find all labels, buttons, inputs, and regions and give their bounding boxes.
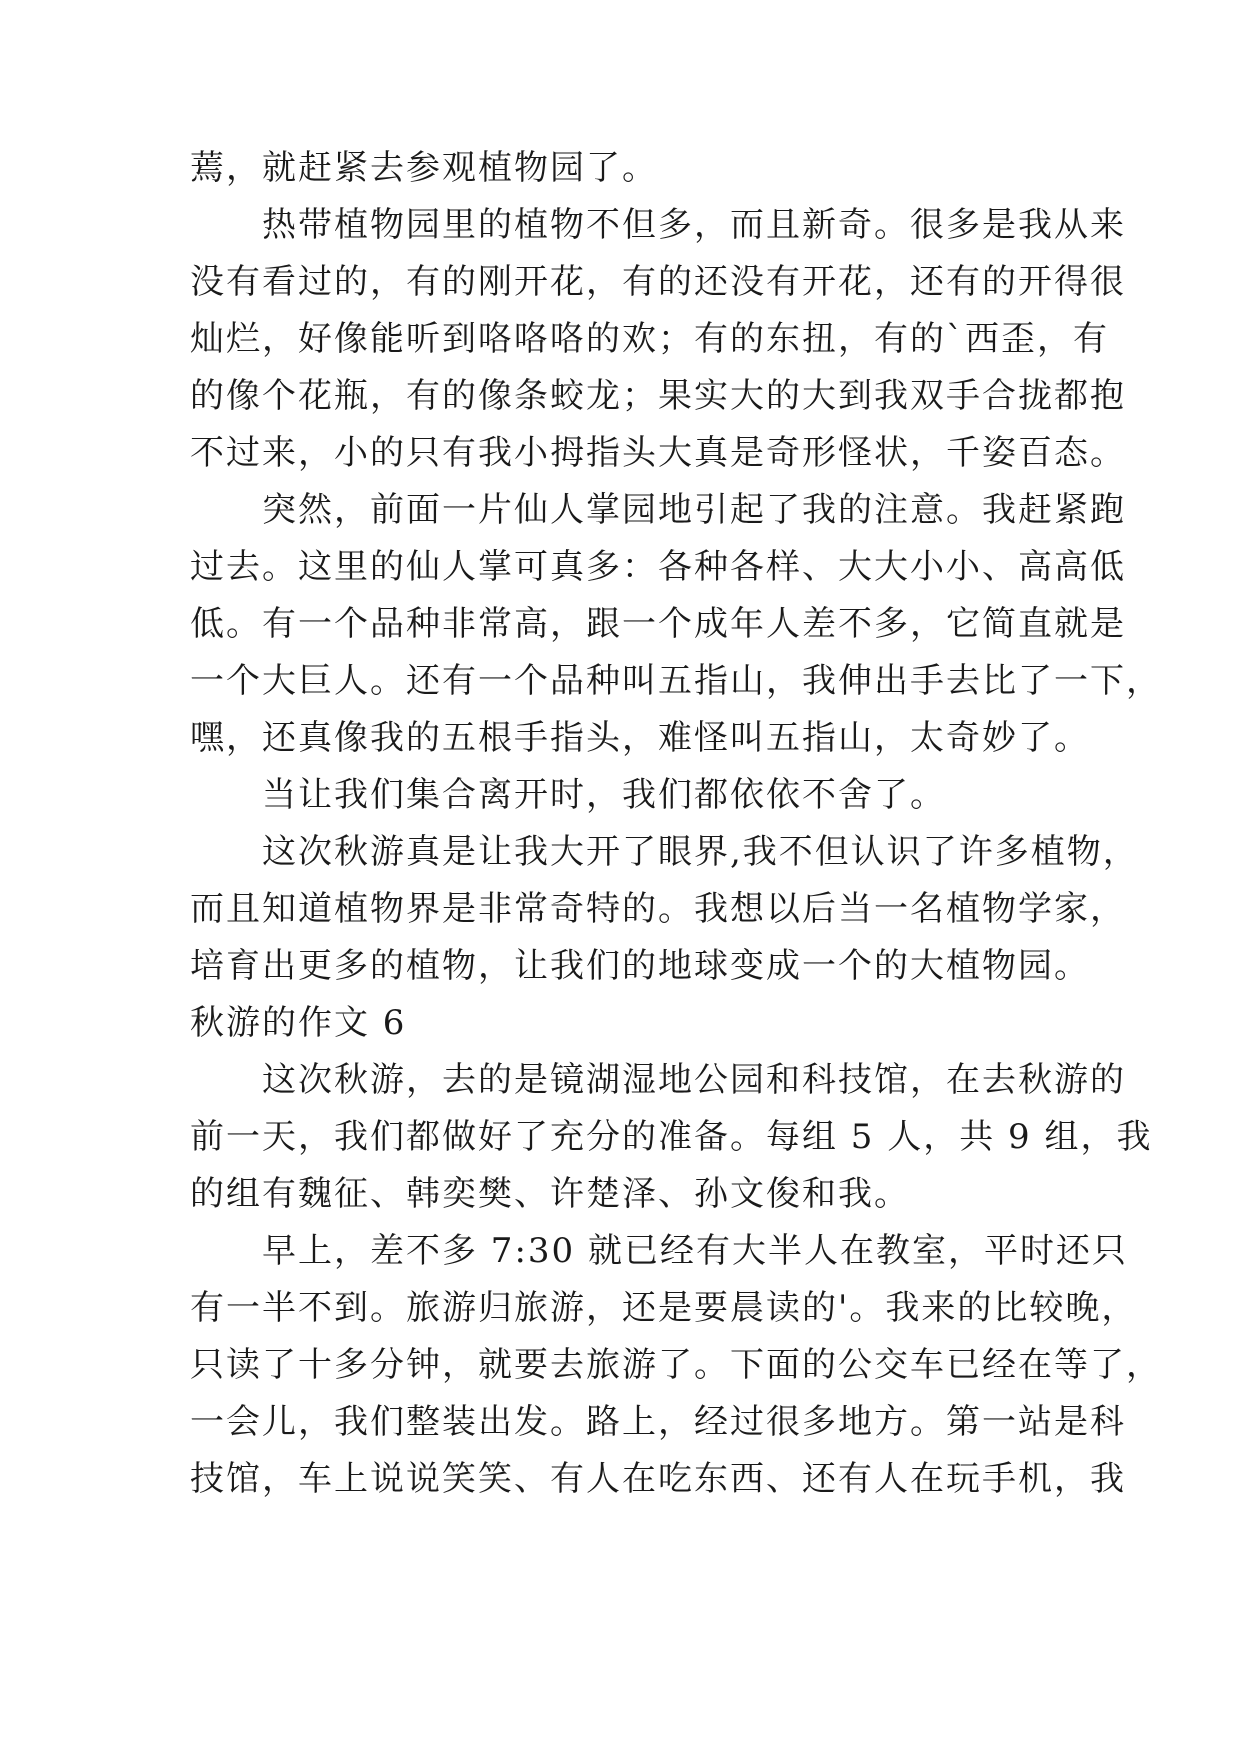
text-line-15: 培育出更多的植物，让我们的地球变成一个的大植物园。 bbox=[190, 946, 1090, 986]
text-line-20: 早上，差不多 7:30 就已经有大半人在教室，平时还只 bbox=[190, 1231, 1128, 1271]
text-line-24: 技馆，车上说说笑笑、有人在吃东西、还有人在玩手机，我 bbox=[190, 1459, 1126, 1499]
text-line-2: 热带植物园里的植物不但多，而且新奇。很多是我从来 bbox=[190, 205, 1126, 245]
text-line-8: 过去。这里的仙人掌可真多：各种各样、大大小小、高高低 bbox=[190, 547, 1126, 587]
text-line-10: 一个大巨人。还有一个品种叫五指山，我伸出手去比了一下， bbox=[190, 661, 1162, 701]
text-line-12: 当让我们集合离开时，我们都依依不舍了。 bbox=[190, 775, 946, 815]
text-line-19: 的组有魏征、韩奕樊、许楚泽、孙文俊和我。 bbox=[190, 1174, 910, 1214]
text-line-17: 这次秋游，去的是镜湖湿地公园和科技馆，在去秋游的 bbox=[190, 1060, 1126, 1100]
text-line-4: 灿烂，好像能听到咯咯咯的欢；有的东扭，有的`西歪，有 bbox=[190, 319, 1109, 359]
text-line-6: 不过来，小的只有我小拇指头大真是奇形怪状，千姿百态。 bbox=[190, 433, 1126, 473]
text-line-18: 前一天，我们都做好了充分的准备。每组 5 人，共 9 组，我 bbox=[190, 1117, 1153, 1157]
text-line-22: 只读了十多分钟，就要去旅游了。下面的公交车已经在等了， bbox=[190, 1345, 1162, 1385]
text-line-1: 蔫，就赶紧去参观植物园了。 bbox=[190, 148, 658, 188]
text-line-5: 的像个花瓶，有的像条蛟龙；果实大的大到我双手合拢都抱 bbox=[190, 376, 1126, 416]
text-line-13: 这次秋游真是让我大开了眼界,我不但认识了许多植物， bbox=[190, 832, 1139, 872]
text-line-3: 没有看过的，有的刚开花，有的还没有开花，还有的开得很 bbox=[190, 262, 1126, 302]
text-line-23: 一会儿，我们整装出发。路上，经过很多地方。第一站是科 bbox=[190, 1402, 1126, 1442]
text-line-11: 嘿，还真像我的五根手指头，难怪叫五指山，太奇妙了。 bbox=[190, 718, 1090, 758]
text-line-9: 低。有一个品种非常高，跟一个成年人差不多，它简直就是 bbox=[190, 604, 1126, 644]
section-heading: 秋游的作文 6 bbox=[190, 1003, 407, 1043]
text-line-14: 而且知道植物界是非常奇特的。我想以后当一名植物学家， bbox=[190, 889, 1126, 929]
text-line-21: 有一半不到。旅游归旅游，还是要晨读的'。我来的比较晚， bbox=[190, 1288, 1138, 1328]
text-line-7: 突然，前面一片仙人掌园地引起了我的注意。我赶紧跑 bbox=[190, 490, 1126, 530]
